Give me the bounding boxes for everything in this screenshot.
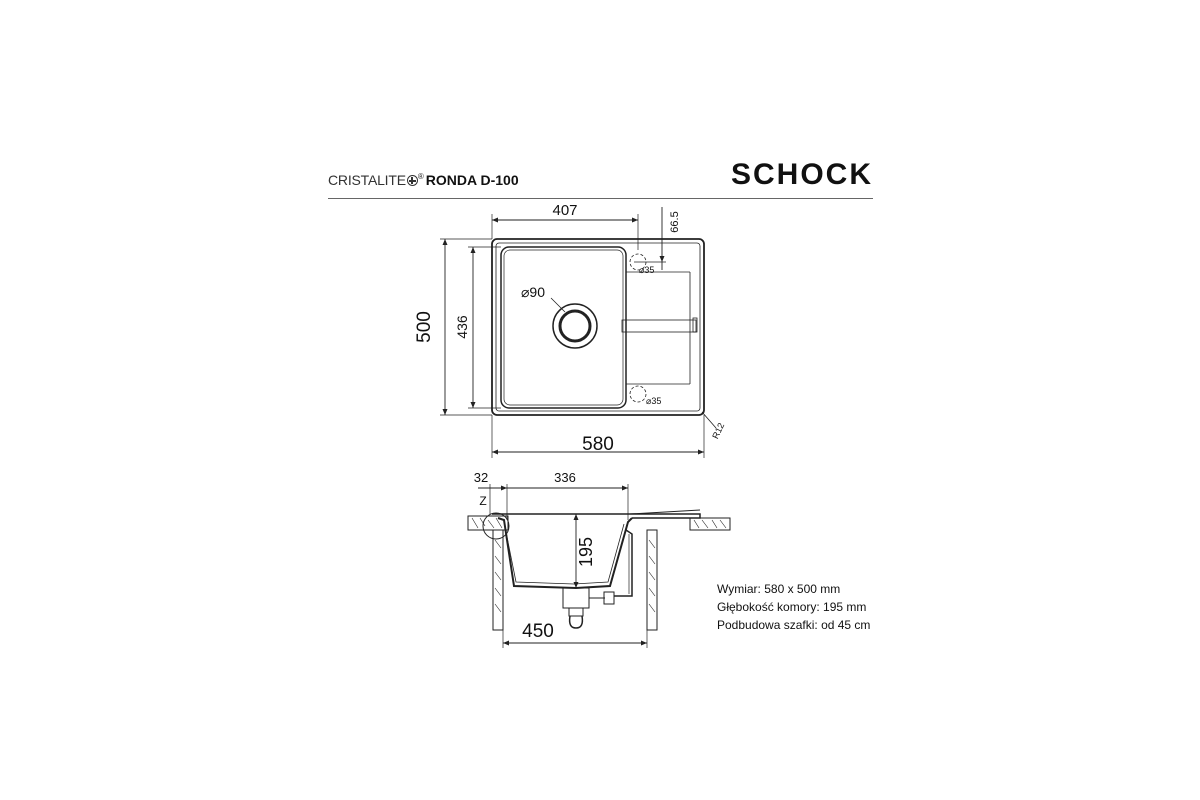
cabinet-wall-right [647,530,657,630]
dim-195: 195 [576,536,596,568]
dim-336: 336 [554,470,576,485]
bowl-profile [498,518,632,588]
dim-hole-bottom-35: ⌀35 [646,396,662,406]
tap-hole-bottom [630,386,646,402]
dim-450: 450 [522,621,554,642]
overflow-slot [622,320,696,332]
drain-body [563,588,589,608]
dim-66-5: 66.5 [669,211,681,233]
spec-size: Wymiar: 580 x 500 mm [717,582,841,596]
siphon-trap [570,616,583,628]
dim-500: 500 [414,311,435,343]
detail-label-z: Z [479,494,487,508]
drain-inner [560,311,590,341]
dim-436: 436 [454,315,470,339]
side-view [468,484,730,648]
countertop-right [690,518,730,530]
sink-rim [492,514,700,518]
sink-outline [492,239,704,415]
top-view [440,207,716,458]
bowl-inner [504,250,623,405]
series-name: CRISTALITE [328,172,406,188]
model-name: RONDA D-100 [425,172,519,188]
spec-cabinet: Podbudowa szafki: od 45 cm [717,618,871,632]
sink-inner-rim [496,243,700,411]
dim-r12: R12 [710,421,727,441]
spec-depth: Głębokość komory: 195 mm [717,600,867,614]
brand-logo: SCHOCK [730,158,873,191]
dim-32: 32 [473,470,489,485]
registered-mark: ® [417,172,424,181]
dim-580: 580 [582,434,614,455]
bowl-outline [501,247,626,408]
dim-407: 407 [552,202,578,219]
dim-drain-90: ⌀90 [521,284,546,300]
specifications [717,580,870,634]
dim-hole-top-35: ⌀35 [639,265,655,275]
cabinet-wall-left [493,530,503,630]
